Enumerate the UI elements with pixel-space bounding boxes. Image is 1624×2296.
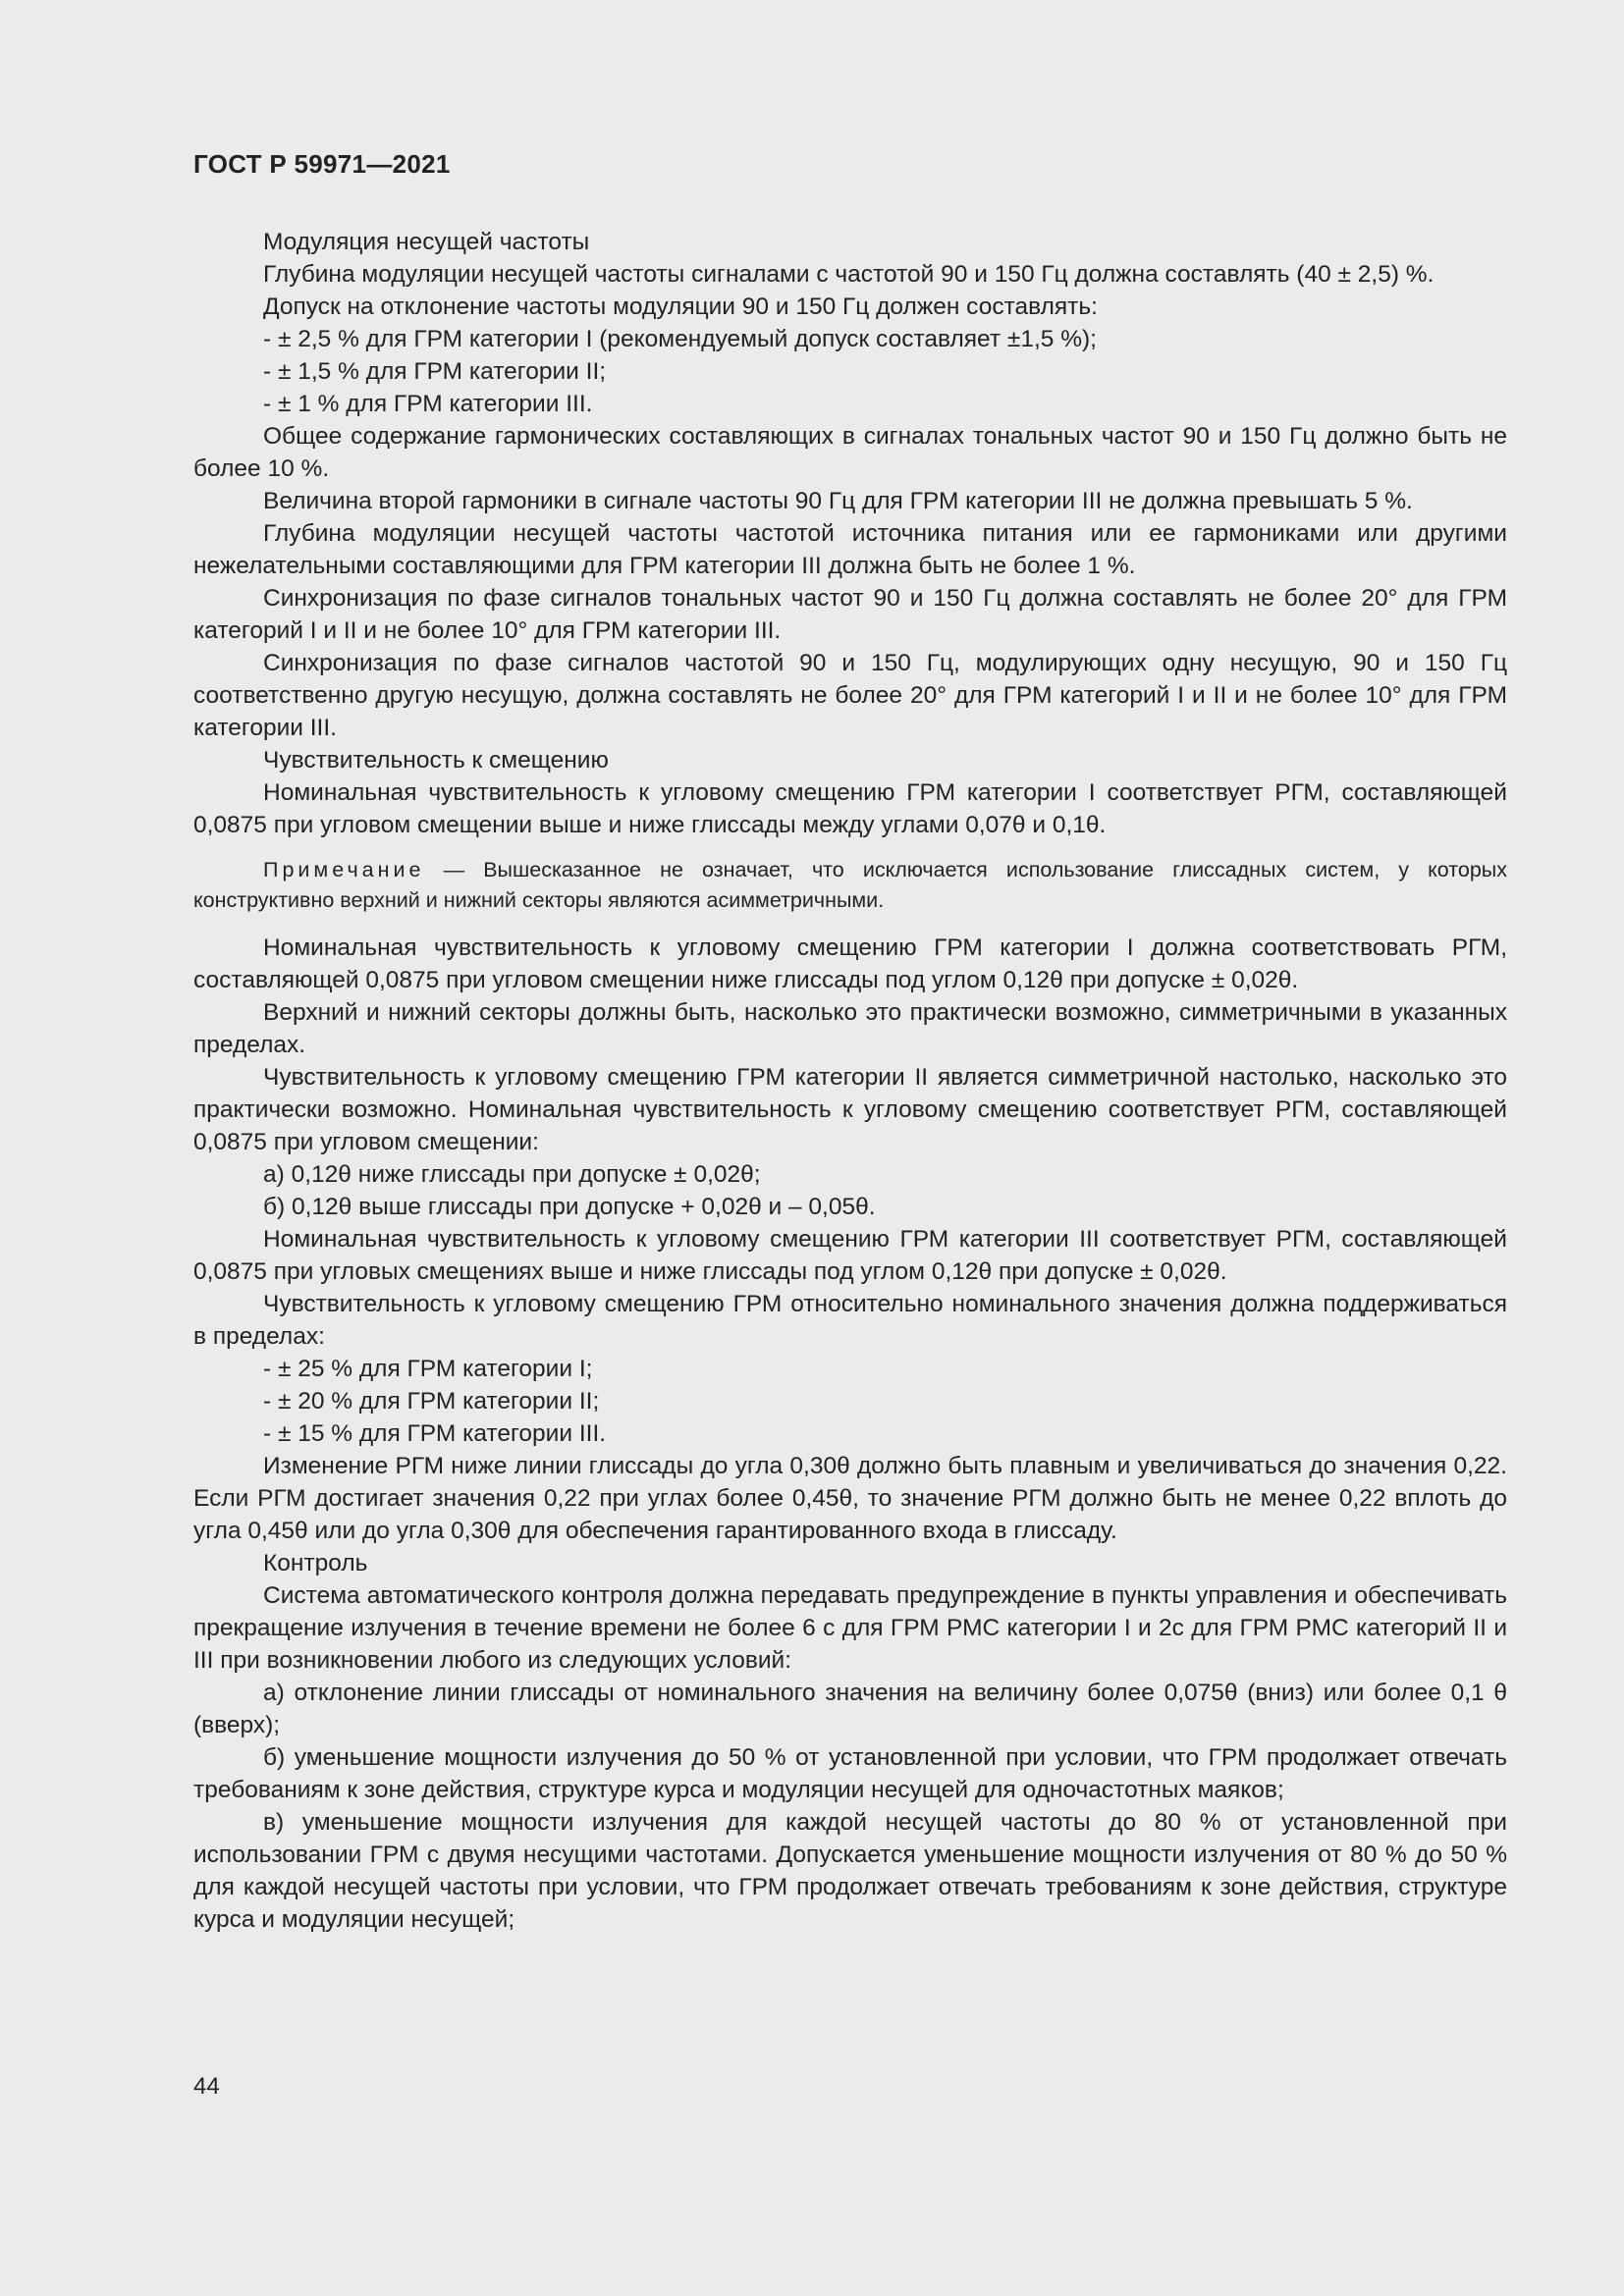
paragraph: Верхний и нижний секторы должны быть, насколько это практически возможно, симметричными в указанных пределах. xyxy=(193,999,1507,1058)
paragraph: Глубина модуляции несущей частоты сигналами с частотой 90 и 150 Гц должна составлять (40 ± 2,5) %. xyxy=(263,261,1435,288)
paragraph: а) отклонение линии глиссады от номинального значения на величину более 0,075θ (вниз) или более 0,1 θ (вверх); xyxy=(193,1680,1507,1738)
list-item: - ± 1 % для ГРМ категории III. xyxy=(263,391,593,417)
paragraph: Допуск на отклонение частоты модуляции 90 и 150 Гц должен составлять: xyxy=(263,294,1098,320)
list-item: б) 0,12θ выше глиссады при допуске + 0,02θ и – 0,05θ. xyxy=(263,1194,876,1220)
section-heading: Контроль xyxy=(263,1550,368,1576)
paragraph: Синхронизация по фазе сигналов частотой 90 и 150 Гц, модулирующих одну несущую, 90 и 150 Гц соответственно другую несущую, должна составлять не более 20° для ГРМ категорий I и II и не более 10° для ГРМ категории III. xyxy=(193,650,1507,741)
paragraph: Величина второй гармоники в сигнале частоты 90 Гц для ГРМ категории III не должна превышать 5 %. xyxy=(263,488,1413,514)
paragraph: Чувствительность к угловому смещению ГРМ категории II является симметричной настолько, насколько это практически возможно. Номинальная чувствительность к угловому смещению соответствует РГМ, составляющей 0,0875 при угловом смещении: xyxy=(193,1064,1507,1155)
paragraph: Общее содержание гармонических составляющих в сигналах тональных частот 90 и 150 Гц должно быть не более 10 %. xyxy=(193,423,1507,482)
paragraph: Номинальная чувствительность к угловому смещению ГРМ категории I должна соответствовать РГМ, составляющей 0,0875 при угловом смещении ниже глиссады под углом 0,12θ при допуске ± 0,02θ. xyxy=(193,934,1507,993)
note xyxy=(193,855,1507,916)
section-heading: Чувствительность к смещению xyxy=(263,747,609,774)
paragraph: Система автоматического контроля должна передавать предупреждение в пункты управления и обеспечивать прекращение излучения в течение времени не более 6 с для ГРМ РМС категории I и 2с для ГРМ РМС категорий II и III при возникновении любого из следующих условий: xyxy=(193,1582,1507,1674)
list-item: - ± 20 % для ГРМ категории II; xyxy=(263,1388,600,1415)
section-heading: Модуляция несущей частоты xyxy=(263,229,590,255)
document-header: ГОСТ Р 59971—2021 xyxy=(193,149,451,179)
list-item: - ± 25 % для ГРМ категории I; xyxy=(263,1356,593,1382)
document-body xyxy=(193,226,1507,1936)
page-number: 44 xyxy=(193,2073,220,2100)
list-item: а) 0,12θ ниже глиссады при допуске ± 0,02θ; xyxy=(263,1161,761,1188)
note-text: — Вышесказанное не означает, что исключается использование глиссадных систем, у которых конструктивно верхний и нижний секторы являются асимметричными. xyxy=(193,858,1508,912)
paragraph: б) уменьшение мощности излучения до 50 % от установленной при условии, что ГРМ продолжает отвечать требованиям к зоне действия, структуре курса и модуляции несущей для одночастотных маяков; xyxy=(193,1744,1507,1803)
paragraph: Глубина модуляции несущей частоты частотой источника питания или ее гармониками или другими нежелательными составляющими для ГРМ категории III должна быть не более 1 %. xyxy=(193,520,1507,579)
list-item: - ± 1,5 % для ГРМ категории II; xyxy=(263,358,607,385)
paragraph: Изменение РГМ ниже линии глиссады до угла 0,30θ должно быть плавным и увеличиваться до значения 0,22. Если РГМ достигает значения 0,22 при углах более 0,45θ, то значение РГМ должно быть не менее 0,22 вплоть до угла 0,45θ или до угла 0,30θ для обеспечения гарантированного входа в глиссаду. xyxy=(193,1453,1507,1544)
paragraph: Номинальная чувствительность к угловому смещению ГРМ категории I соответствует РГМ, составляющей 0,0875 при угловом смещении выше и ниже глиссады между углами 0,07θ и 0,1θ. xyxy=(193,779,1507,838)
list-item: - ± 2,5 % для ГРМ категории I (рекомендуемый допуск составляет ±1,5 %); xyxy=(263,326,1097,352)
paragraph: в) уменьшение мощности излучения для каждой несущей частоты до 80 % от установленной при использовании ГРМ с двумя несущими частотами. Допускается уменьшение мощности излучения от 80 % до 50 % для каждой несущей частоты при условии, что ГРМ продолжает отвечать требованиям к зоне действия, структуре курса и модуляции несущей; xyxy=(193,1809,1507,1933)
list-item: - ± 15 % для ГРМ категории III. xyxy=(263,1420,607,1447)
paragraph: Чувствительность к угловому смещению ГРМ относительно номинального значения должна поддерживаться в пределах: xyxy=(193,1291,1507,1350)
note-label: Примечание xyxy=(263,858,425,881)
paragraph: Номинальная чувствительность к угловому смещению ГРМ категории III соответствует РГМ, составляющей 0,0875 при угловых смещениях выше и ниже глиссады под углом 0,12θ при допуске ± 0,02θ. xyxy=(193,1226,1507,1285)
paragraph: Синхронизация по фазе сигналов тональных частот 90 и 150 Гц должна составлять не более 20° для ГРМ категорий I и II и не более 10° для ГРМ категории III. xyxy=(193,585,1507,644)
